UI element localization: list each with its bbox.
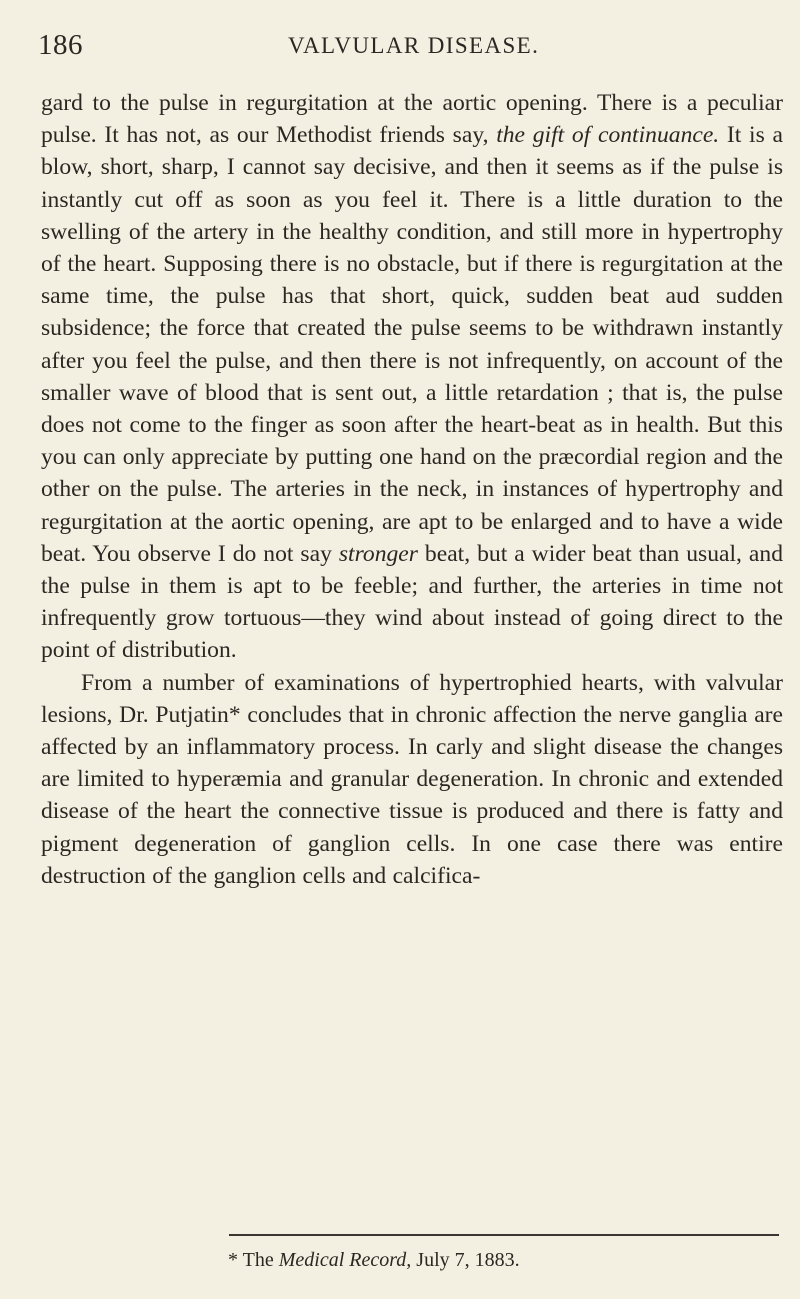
footnote-date: July 7, 1883. [411,1249,520,1271]
paragraph-1-text-1: gard to the pulse in regurgitation at the aortic opening. There is a peculiar pulse. It has not, as our Methodist friends say, [41,90,783,149]
footnote-source: Medical Record, [278,1249,412,1271]
running-head [38,28,758,62]
paragraph-1 [41,87,783,667]
paragraph-2-text-1: From a number of examinations of hypertrophied hearts, with valvular lesions, Dr. Putjatin* concludes that in chronic affection the nerve ganglia are affected by an inflammatory process. In carly and slight disease the changes are limited to hyperæmia and granular degeneration. In chronic and extended disease of the heart the connective tissue is produced and there is fatty and pigment degeneration of ganglion cells. In one case there was entire destruction of the ganglion cells and calcifica- [41,669,783,889]
body-text [41,87,783,892]
page-number: 186 [38,29,83,61]
footnote-rule [229,1234,779,1236]
paragraph-1-italic-phrase-1: the gift of continuance. [496,122,720,149]
footnote-marker: * The [228,1249,279,1271]
footnote [228,1246,520,1274]
paragraph-1-text-2: It is a blow, short, sharp, I cannot say decisive, and then it seems as if the pulse is instantly cut off as soon as you feel it. There is a little duration to the swelling of the artery in the healthy condition, and still more in hypertrophy of the heart. Supposing there is no obstacle, but if there is regurgitation at the same time, the pulse has that short, quick, sudden beat aud sudden subsidence; the force that created the pulse seems to be withdrawn instantly after you feel the pulse, and then there is not infrequently, on account of the smaller wave of blood that is sent out, a little retardation ; that is, the pulse does not come to the finger as soon after the heart-beat as in health. But this you can only appreciate by putting one hand on the præcordial region and the other on the pulse. The arteries in the neck, in instances of hypertrophy and regurgitation at the aortic opening, are apt to be enlarged and to have a wide beat. You observe I do not say [41,122,783,567]
paragraph-1-italic-phrase-2: stronger [338,540,418,567]
paragraph-1-text-3: beat, but a wider beat than usual, and the pulse in them is apt to be feeble; and further, the arteries in time not infrequently grow tortuous—they wind about instead of going direct to the point of distribution. [41,540,783,664]
paragraph-2 [41,667,783,892]
running-title: VALVULAR DISEASE. [288,33,540,58]
